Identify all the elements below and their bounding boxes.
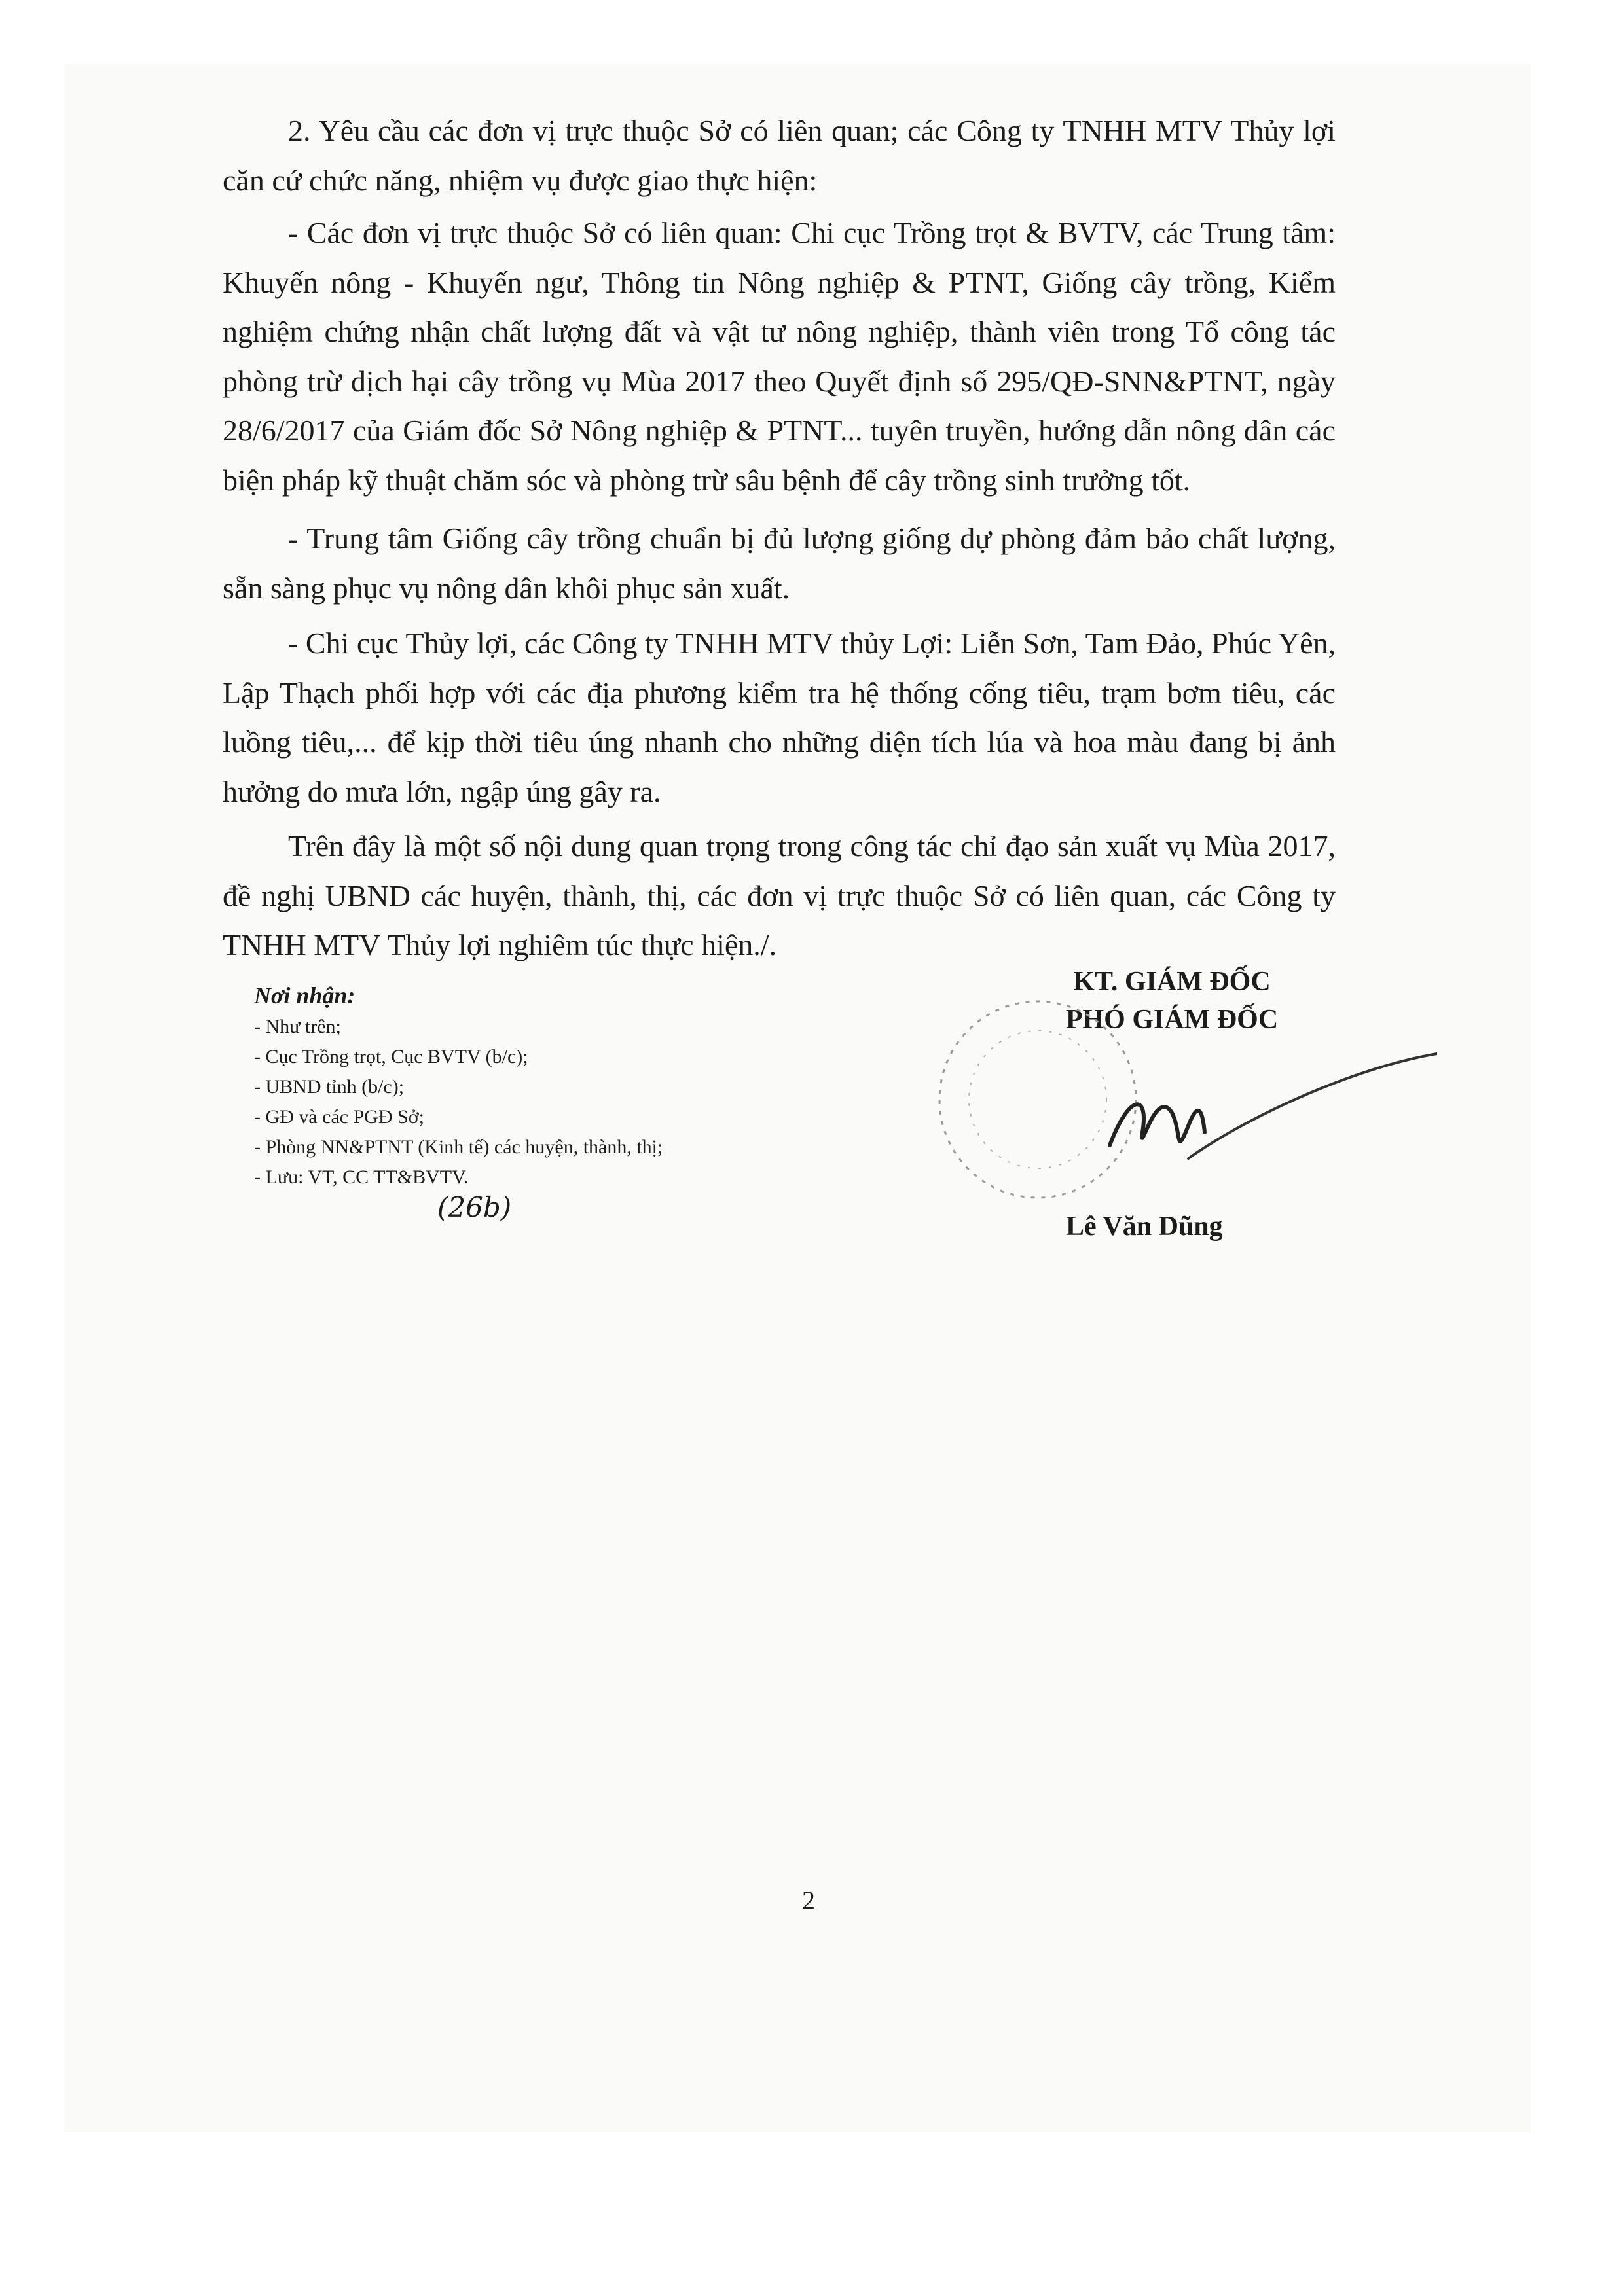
paragraph-conclusion: Trên đây là một số nội dung quan trọng trong công tác chỉ đạo sản xuất vụ Mùa 2017, đề nghị UBND các huyện, thành, thị, các đơn vị trực thuộc Sở có liên quan, các Công ty TNHH MTV Thủy lợi nghiêm túc thực hiện./.	[223, 829, 1336, 961]
recipient-item: - GĐ và các PGĐ Sở;	[254, 1106, 424, 1128]
recipient-item: - Cục Trồng trọt, Cục BVTV (b/c);	[254, 1046, 528, 1067]
recipient-item: - Lưu: VT, CC TT&BVTV.	[254, 1166, 469, 1188]
signature-stroke	[1188, 1054, 1437, 1158]
paragraph-irrigation: - Chi cục Thủy lợi, các Công ty TNHH MTV thủy Lợi: Liễn Sơn, Tam Đảo, Phúc Yên, Lập Thạch phối hợp với các địa phương kiểm tra hệ thống cống tiêu, trạm bơm tiêu, các luồng tiêu,... để kịp thời tiêu úng nhanh cho những diện tích lúa và hoa màu đang bị ảnh hưởng do mưa lớn, ngập úng gây ra.	[223, 626, 1336, 808]
signature-scribble	[1110, 1104, 1205, 1145]
paragraph-seed-center: - Trung tâm Giống cây trồng chuẩn bị đủ lượng giống dự phòng đảm bảo chất lượng, sẵn sàng phục vụ nông dân khôi phục sản xuất.	[223, 522, 1336, 605]
recipients-title: Nơi nhận:	[254, 982, 356, 1009]
handwritten-copy-count: (26b)	[437, 1191, 512, 1223]
signature-title-2: PHÓ GIÁM ĐỐC	[1065, 1005, 1279, 1035]
recipients-list	[254, 1012, 843, 1193]
recipient-item: - Phòng NN&PTNT (Kinh tế) các huyện, thành, thị;	[254, 1136, 663, 1158]
recipients-block	[254, 979, 843, 1223]
signer-name: Lê Văn Dũng	[1066, 1211, 1223, 1242]
paragraph-requirements: 2. Yêu cầu các đơn vị trực thuộc Sở có liên quan; các Công ty TNHH MTV Thủy lợi căn cứ chức năng, nhiệm vụ được giao thực hiện:	[223, 114, 1336, 197]
recipient-item: - Như trên;	[254, 1016, 341, 1037]
stamp-inner-ring	[969, 1031, 1106, 1168]
paragraph-units: - Các đơn vị trực thuộc Sở có liên quan: Chi cục Trồng trọt & BVTV, các Trung tâm: Khuyến nông - Khuyến ngư, Thông tin Nông nghiệp & PTNT, Giống cây trồng, Kiểm nghiệm chứng nhận chất lượng đất và vật tư nông nghiệp, thành viên trong Tổ công tác phòng trừ dịch hại cây trồng vụ Mùa 2017 theo Quyết định số 295/QĐ-SNN&PTNT, ngày 28/6/2017 của Giám đốc Sở Nông nghiệp & PTNT... tuyên truyền, hướng dẫn nông dân các biện pháp kỹ thuật chăm sóc và phòng trừ sâu bệnh để cây trồng sinh trưởng tốt.	[223, 216, 1336, 497]
recipient-item: - UBND tỉnh (b/c);	[254, 1076, 405, 1098]
page-number: 2	[802, 1886, 815, 1915]
signature-title-1: KT. GIÁM ĐỐC	[1073, 967, 1271, 997]
